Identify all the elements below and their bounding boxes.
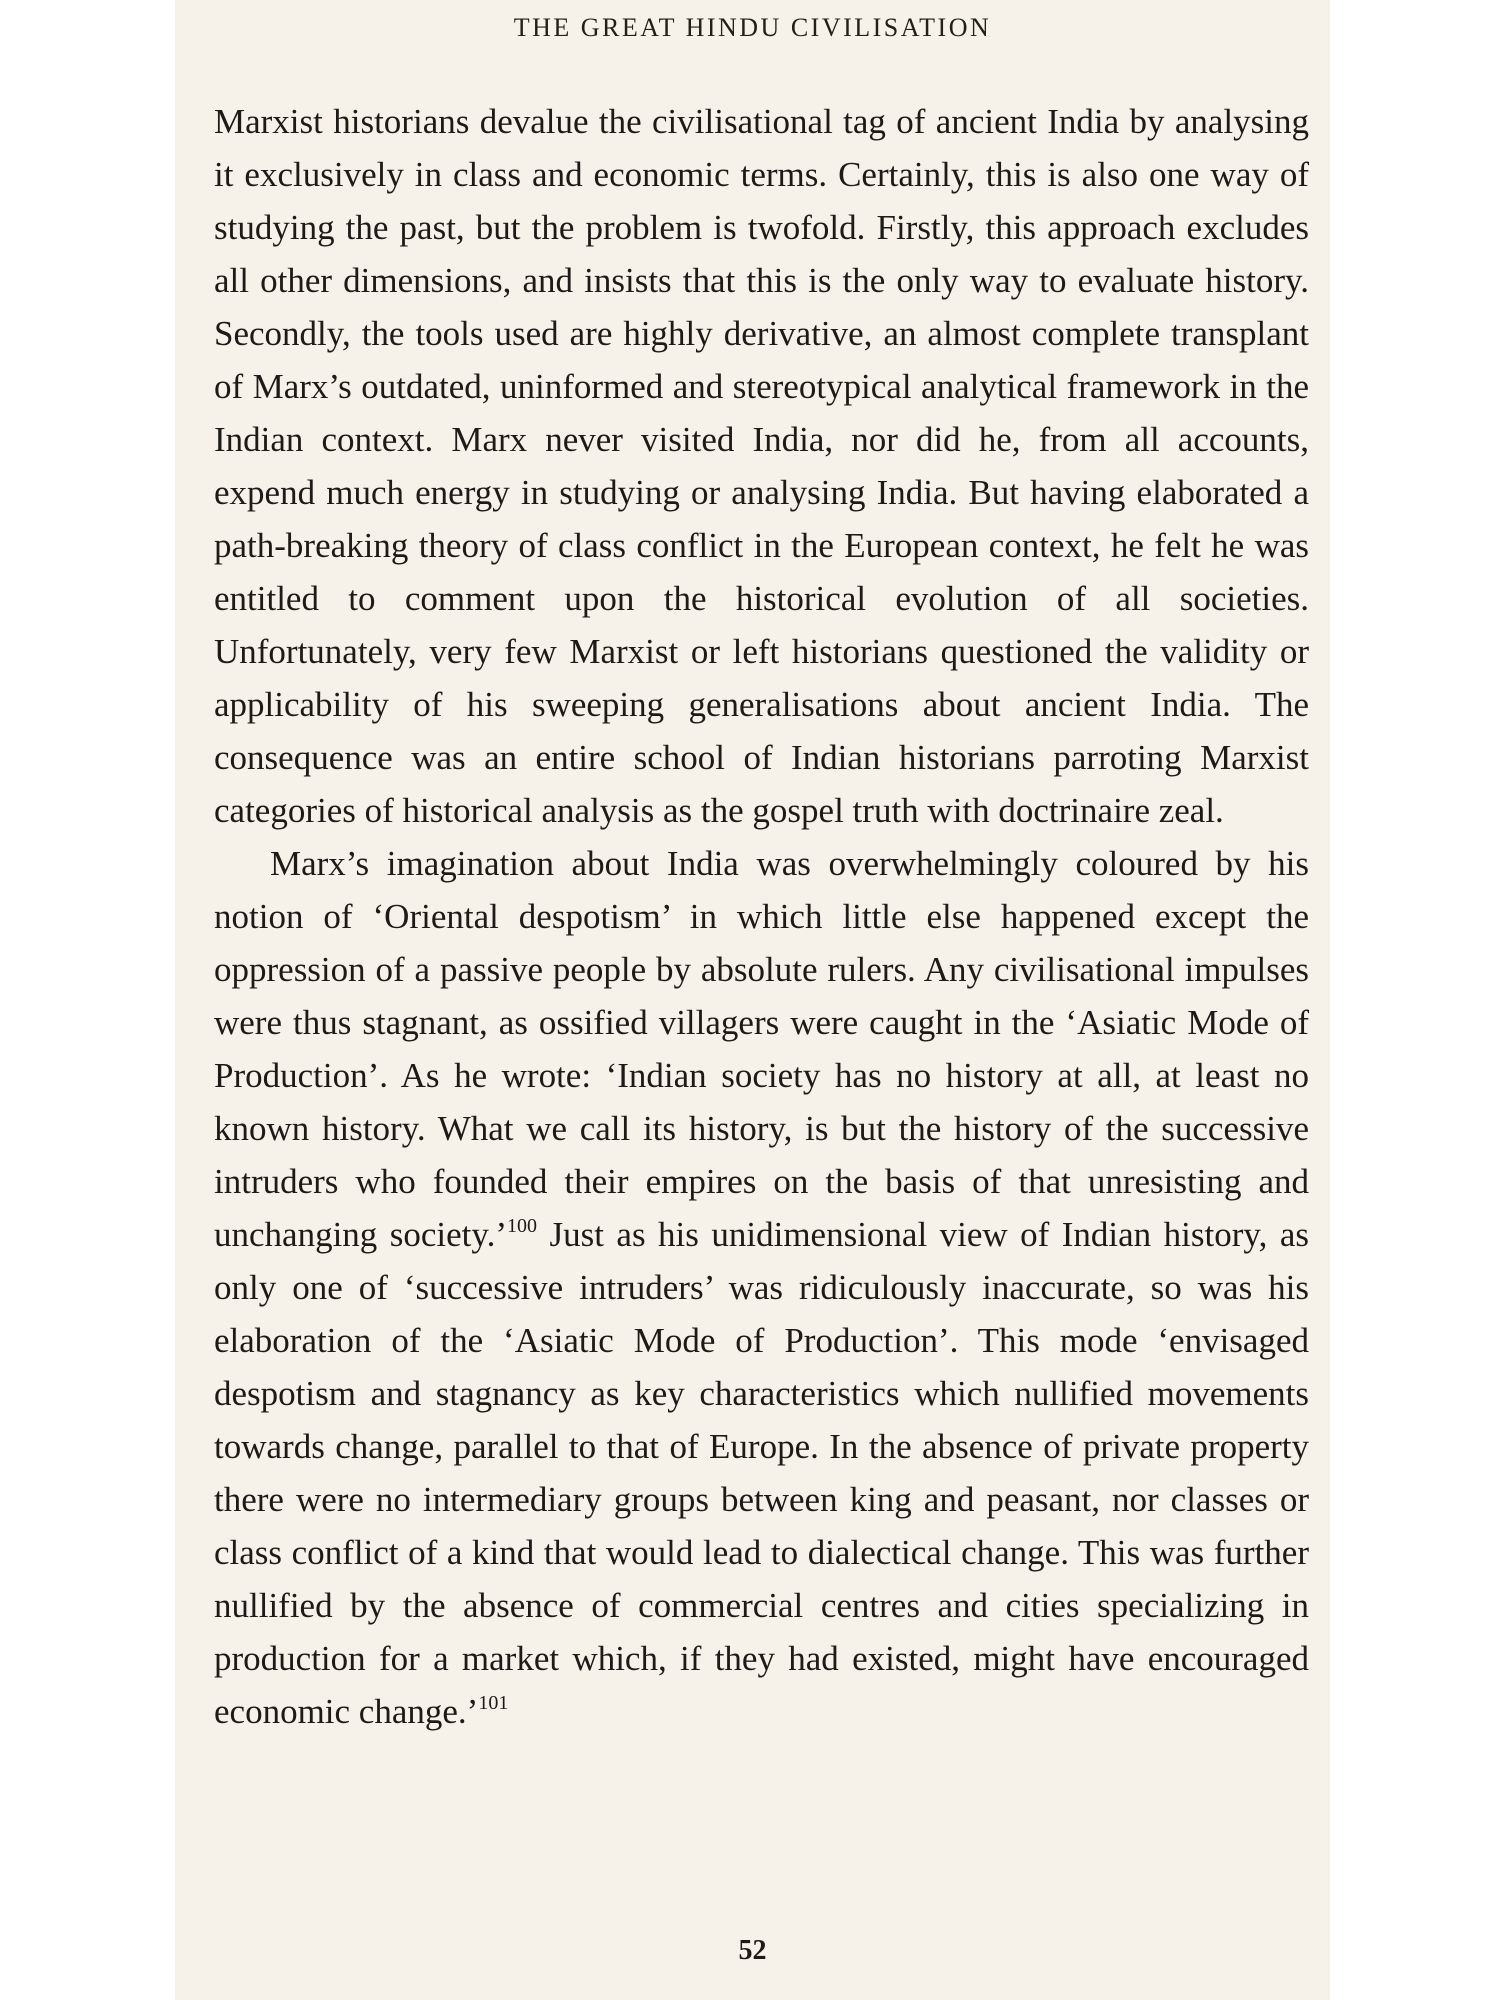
paragraph-2-text-part-1: Marx’s imagination about India was overwhelmingly coloured by his notion of ‘Oriental despotism’ in which little else happened except the oppression of a passive people by absolute rulers. Any civilisational impulses were thus stagnant, as ossified villagers were caught in the ‘Asiatic Mode of Production’. As he wrote: ‘Indian society has no history at all, at least no known history. What we call its history, is but the history of the successive intruders who founded their empires on the basis of that unresisting and unchanging society.’ xyxy=(214,844,1309,1254)
running-header: THE GREAT HINDU CIVILISATION xyxy=(513,13,992,42)
footnote-ref-100: 100 xyxy=(507,1215,538,1237)
body-text xyxy=(214,95,1309,1738)
page-number: 52 xyxy=(738,1935,767,1966)
footnote-ref-101: 101 xyxy=(478,1692,509,1714)
paragraph-1-text: Marxist historians devalue the civilisational tag of ancient India by analysing it exclusively in class and economic terms. Certainly, this is also one way of studying the past, but the problem is twofold. Firstly, this approach excludes all other dimensions, and insists that this is the only way to evaluate history. Secondly, the tools used are highly derivative, an almost complete transplant of Marx’s outdated, uninformed and stereotypical analytical framework in the Indian context. Marx never visited India, nor did he, from all accounts, expend much energy in studying or analysing India. But having elaborated a path-breaking theory of class conflict in the European context, he felt he was entitled to comment upon the historical evolution of all societies. Unfortunately, very few Marxist or left historians questioned the validity or applicability of his sweeping generalisations about ancient India. The consequence was an entire school of Indian historians parroting Marxist categories of historical analysis as the gospel truth with doctrinaire zeal. xyxy=(214,102,1309,830)
paragraph-2-text-part-2: Just as his unidimensional view of Indian history, as only one of ‘successive intruders’ was ridiculously inaccurate, so was his elaboration of the ‘Asiatic Mode of Production’. This mode ‘envisaged despotism and stagnancy as key characteristics which nullified movements towards change, parallel to that of Europe. In the absence of private property there were no intermediary groups between king and peasant, nor classes or class conflict of a kind that would lead to dialectical change. This was further nullified by the absence of commercial centres and cities specializing in production for a market which, if they had existed, might have encouraged economic change.’ xyxy=(214,1215,1309,1731)
paragraph-2 xyxy=(214,837,1309,1738)
paragraph-1 xyxy=(214,95,1309,837)
